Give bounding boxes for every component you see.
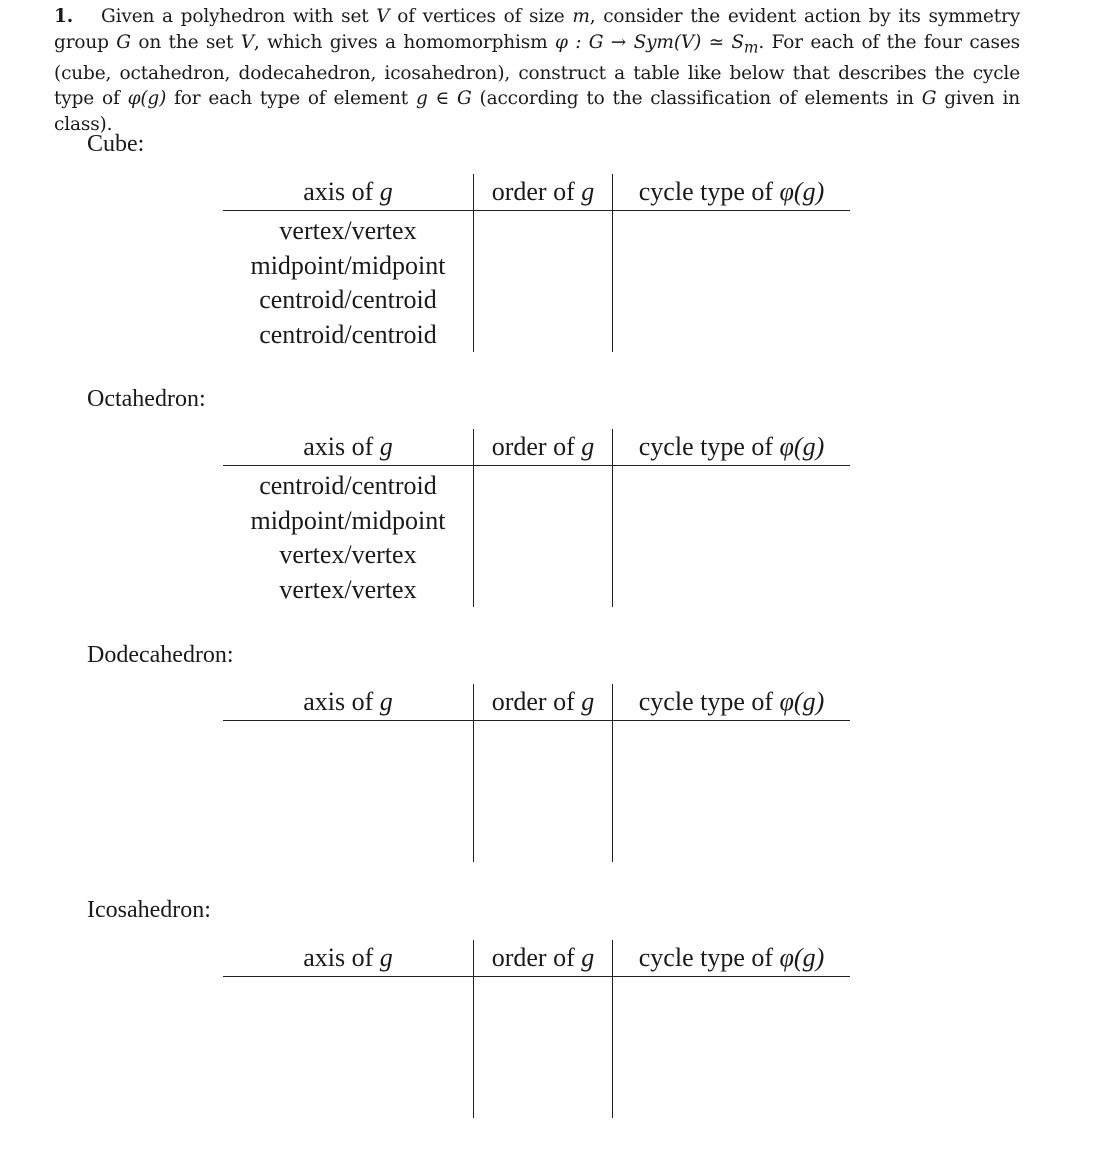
axis-cell: vertex/vertex [223, 573, 474, 608]
problem-text: given in class). [54, 88, 1020, 136]
header-cycle-type: cycle type of φ(g) [613, 684, 851, 721]
table-row [223, 1084, 850, 1119]
section-label-icosahedron: Icosahedron: [87, 897, 211, 923]
cycle-type-cell [613, 1049, 851, 1084]
table-header-row [223, 940, 850, 977]
table-row [223, 1049, 850, 1084]
table-header-row [223, 429, 850, 466]
axis-cell: midpoint/midpoint [223, 249, 474, 284]
table-row [223, 793, 850, 828]
table-row [223, 721, 850, 759]
section-label-cube: Cube: [87, 131, 145, 157]
order-cell [474, 759, 613, 794]
problem-text: Given a polyhedron with set [101, 6, 377, 27]
table-row [223, 466, 850, 504]
axis-cell: midpoint/midpoint [223, 504, 474, 539]
cycle-type-cell [613, 721, 851, 759]
icosahedron-table [223, 940, 850, 1118]
problem-text: . For each of the four cases (cube, octahedron, dodecahedron, icosahedron), construct a table like below that describes the cycle type of [54, 31, 1021, 110]
axis-cell [223, 759, 474, 794]
octahedron-table [223, 429, 850, 607]
order-cell [474, 538, 613, 573]
math-g-in-G: g ∈ G [415, 88, 472, 110]
problem-statement [54, 4, 1020, 138]
order-cell [474, 466, 613, 504]
cube-table [223, 174, 850, 352]
table-row [223, 504, 850, 539]
header-axis: axis of g [223, 684, 474, 721]
problem-text: (according to the classification of elements in [471, 88, 922, 110]
order-cell [474, 721, 613, 759]
problem-text: on the set [130, 31, 241, 53]
cycle-type-cell [613, 504, 851, 539]
axis-cell: vertex/vertex [223, 211, 474, 249]
order-cell [474, 211, 613, 249]
header-axis: axis of g [223, 174, 474, 211]
math-G: G [116, 31, 131, 53]
order-cell [474, 504, 613, 539]
math-V: V [240, 31, 254, 53]
table-row [223, 1015, 850, 1050]
table-row [223, 977, 850, 1015]
order-cell [474, 283, 613, 318]
header-cycle-type: cycle type of φ(g) [613, 174, 851, 211]
axis-cell [223, 1049, 474, 1084]
axis-cell [223, 793, 474, 828]
table-row [223, 211, 850, 249]
table-header-row [223, 684, 850, 721]
order-cell [474, 249, 613, 284]
axis-cell [223, 828, 474, 863]
order-cell [474, 828, 613, 863]
section-label-octahedron: Octahedron: [87, 386, 206, 412]
axis-cell [223, 1084, 474, 1119]
header-axis: axis of g [223, 940, 474, 977]
cycle-type-cell [613, 1015, 851, 1050]
cycle-type-cell [613, 283, 851, 318]
axis-cell [223, 1015, 474, 1050]
table-row [223, 828, 850, 863]
order-cell [474, 573, 613, 608]
math-G: G [921, 88, 937, 110]
problem-text: of vertices of size [389, 6, 573, 27]
header-cycle-type: cycle type of φ(g) [613, 429, 851, 466]
table-row [223, 573, 850, 608]
header-cycle-type: cycle type of φ(g) [613, 940, 851, 977]
problem-text: , which gives a homomorphism [253, 31, 555, 53]
axis-cell: centroid/centroid [223, 318, 474, 353]
cycle-type-cell [613, 318, 851, 353]
order-cell [474, 793, 613, 828]
cycle-type-cell [613, 573, 851, 608]
header-order: order of g [474, 174, 613, 211]
cycle-type-cell [613, 466, 851, 504]
cycle-type-cell [613, 977, 851, 1015]
cycle-type-cell [613, 538, 851, 573]
axis-cell [223, 721, 474, 759]
math-m: m [572, 6, 590, 27]
header-order: order of g [474, 684, 613, 721]
order-cell [474, 1049, 613, 1084]
axis-cell: centroid/centroid [223, 466, 474, 504]
cycle-type-cell [613, 828, 851, 863]
header-order: order of g [474, 940, 613, 977]
order-cell [474, 1015, 613, 1050]
cycle-type-cell [613, 793, 851, 828]
table-header-row [223, 174, 850, 211]
table-row [223, 283, 850, 318]
table-row [223, 538, 850, 573]
axis-cell [223, 977, 474, 1015]
table-row [223, 249, 850, 284]
problem-text: for each type of element [166, 88, 416, 110]
math-phi-g: φ(g) [127, 88, 167, 110]
table-row [223, 759, 850, 794]
math-subscript-m: m [743, 38, 759, 57]
cycle-type-cell [613, 1084, 851, 1119]
math-homomorphism: φ : G → Sym(V) ≃ S [554, 31, 744, 53]
axis-cell: centroid/centroid [223, 283, 474, 318]
header-order: order of g [474, 429, 613, 466]
header-axis: axis of g [223, 429, 474, 466]
math-V: V [376, 6, 390, 27]
axis-cell: vertex/vertex [223, 538, 474, 573]
problem-text: , consider the evident action by its symmetry group [54, 6, 1021, 53]
cycle-type-cell [613, 249, 851, 284]
problem-number: 1. [54, 6, 74, 27]
order-cell [474, 1084, 613, 1119]
order-cell [474, 977, 613, 1015]
table-row [223, 318, 850, 353]
dodecahedron-table [223, 684, 850, 862]
section-label-dodecahedron: Dodecahedron: [87, 642, 234, 668]
cycle-type-cell [613, 759, 851, 794]
cycle-type-cell [613, 211, 851, 249]
order-cell [474, 318, 613, 353]
